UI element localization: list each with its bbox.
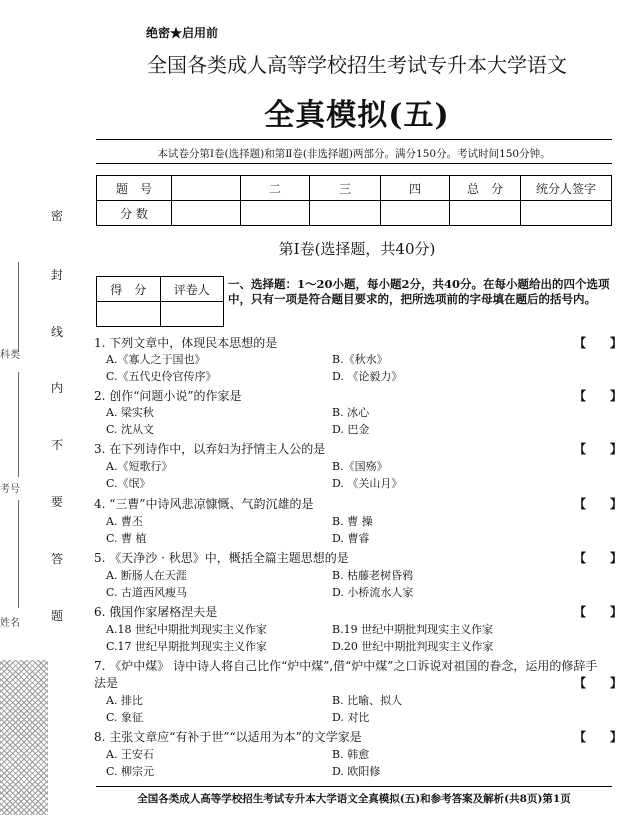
score-entry-cell[interactable]: [172, 201, 241, 226]
score-entry-cell[interactable]: [310, 201, 381, 226]
exam-number-field-label: 考号: [0, 484, 20, 495]
instruction-rule: [96, 163, 612, 164]
exam-title: 全国各类成人高等学校招生考试专升本大学语文: [147, 53, 567, 77]
option-c: C. 象征: [106, 711, 144, 724]
score-table-cell: 二: [241, 176, 310, 201]
option-d: D. 《论毅力》: [332, 370, 403, 383]
answer-bracket[interactable]: 【 】: [574, 730, 622, 744]
option-c: C. 曹 植: [106, 532, 147, 545]
answer-bracket[interactable]: 【 】: [574, 605, 622, 619]
score-table-cell: 题 号: [97, 176, 172, 201]
option-d: D. 欧阳修: [332, 765, 381, 778]
score-entry-cell[interactable]: [450, 201, 521, 226]
option-a: A. 断肠人在天涯: [106, 569, 187, 582]
option-a: A. 排比: [106, 694, 143, 707]
option-a: A.《短歌行》: [106, 460, 173, 473]
grader-name-cell[interactable]: [160, 302, 224, 327]
question-stem: 1. 下列文章中，体现民本思想的是: [94, 336, 278, 350]
answer-bracket[interactable]: 【 】: [574, 442, 622, 456]
option-d: D. 曹睿: [332, 532, 370, 545]
option-b: B. 比喻、拟人: [332, 694, 403, 707]
question-stem: 5. 《天净沙 · 秋思》中，概括全篇主题思想的是: [94, 551, 349, 565]
option-b: B.《秋水》: [332, 353, 388, 366]
option-a: A.《寡人之于国也》: [106, 353, 206, 366]
section-instructions: 一、选择题：1～20小题，每小题2分，共40分。在每小题给出的四个选项中，只有一项是符合题目要求的，把所选项前的字母填在题后的括号内。: [228, 277, 610, 306]
confidential-label: 绝密★启用前: [146, 26, 219, 40]
score-entry-cell[interactable]: [241, 201, 310, 226]
seal-char: 密: [50, 209, 63, 223]
binding-line: [18, 500, 19, 608]
seal-char: 答: [50, 552, 63, 566]
option-b: B.《国殇》: [332, 460, 388, 473]
grader-score-label: 得 分: [97, 277, 161, 302]
answer-bracket[interactable]: 【 】: [574, 676, 622, 690]
seal-char: 线: [50, 325, 63, 339]
footer-rule: [96, 786, 612, 787]
seal-char: 不: [50, 438, 63, 452]
answer-bracket[interactable]: 【 】: [574, 497, 622, 511]
score-table-cell: 四: [381, 176, 450, 201]
name-field-label: 姓名: [0, 618, 20, 629]
grader-name-label: 评卷人: [160, 277, 224, 302]
seal-char: 题: [50, 609, 63, 623]
option-a: A.18 世纪中期批判现实主义作家: [106, 623, 267, 636]
option-c: C. 古道西风瘦马: [106, 586, 188, 599]
option-b: B.19 世纪中期批判现实主义作家: [332, 623, 494, 636]
seal-char: 要: [50, 495, 63, 509]
score-entry-cell[interactable]: [381, 201, 450, 226]
option-b: B. 韩愈: [332, 748, 370, 761]
option-a: A. 曹丕: [106, 515, 143, 528]
top-rule: [96, 139, 612, 140]
exam-instructions: 本试卷分第Ⅰ卷(选择题)和第Ⅱ卷(非选择题)两部分。满分150分。考试时间150分钟。: [157, 148, 551, 160]
option-c: C. 沈从文: [106, 423, 155, 436]
seal-char: 封: [50, 268, 63, 282]
option-d: D.20 世纪中期批判现实主义作家: [332, 640, 494, 653]
question-stem: 4. “三曹”中诗风悲凉慷慨、气韵沉雄的是: [94, 497, 314, 511]
part-title: 第Ⅰ卷(选择题，共40分): [278, 240, 436, 258]
score-table-cell: 总 分: [450, 176, 521, 201]
grader-score-cell[interactable]: [97, 302, 161, 327]
option-c: C.17 世纪早期批判现实主义作家: [106, 640, 268, 653]
question-stem: 2. 创作“问题小说”的作家是: [94, 389, 242, 403]
option-c: C. 柳宗元: [106, 765, 155, 778]
score-entry-cell[interactable]: [521, 201, 612, 226]
question-stem: 7. 《炉中煤》 诗中诗人将自己比作“炉中煤”,借“炉中煤”之口诉说对祖国的眷念，运用的修辞手: [94, 659, 598, 673]
score-table-score-row: [97, 201, 612, 226]
page-footer: 全国各类成人高等学校招生考试专升本大学语文全真模拟(五)和参考答案及解析(共8页)第1页: [137, 793, 571, 805]
answer-bracket[interactable]: 【 】: [574, 389, 622, 403]
question-stem: 6. 俄国作家屠格涅夫是: [94, 605, 218, 619]
option-d: D. 小桥流水人家: [332, 586, 414, 599]
subject-field-label: 科类: [0, 350, 20, 361]
score-table-cell: [172, 176, 241, 201]
question-stem: 8. 主张文章应“有补于世”“以适用为本”的文学家是: [94, 730, 362, 744]
answer-bracket[interactable]: 【 】: [574, 336, 622, 350]
score-table-header-row: [97, 176, 612, 201]
score-table-cell: 统分人签字: [521, 176, 612, 201]
option-b: B. 冰心: [332, 406, 370, 419]
option-b: B. 曹 操: [332, 515, 373, 528]
seal-char: 内: [50, 381, 63, 395]
score-row-label: 分 数: [97, 201, 172, 226]
question-stem: 3. 在下列诗作中，以弃妇为抒情主人公的是: [94, 442, 326, 456]
binding-line: [18, 262, 19, 352]
option-a: A. 王安石: [106, 748, 154, 761]
binding-line: [18, 372, 19, 477]
score-table-cell: 三: [310, 176, 381, 201]
option-d: D. 对比: [332, 711, 370, 724]
option-d: D. 《关山月》: [332, 477, 403, 490]
answer-bracket[interactable]: 【 】: [574, 551, 622, 565]
exam-subtitle: 全真模拟(五): [264, 98, 450, 133]
option-b: B. 枯藤老树昏鸦: [332, 569, 414, 582]
hatched-margin-pattern: [0, 660, 48, 815]
option-c: C.《五代史伶官传序》: [106, 370, 217, 383]
score-table: [96, 175, 612, 226]
grader-box: [96, 276, 224, 327]
option-a: A. 梁实秋: [106, 406, 154, 419]
option-d: D. 巴金: [332, 423, 370, 436]
question-stem-continued: 法是: [94, 676, 119, 690]
option-c: C.《氓》: [106, 477, 151, 490]
